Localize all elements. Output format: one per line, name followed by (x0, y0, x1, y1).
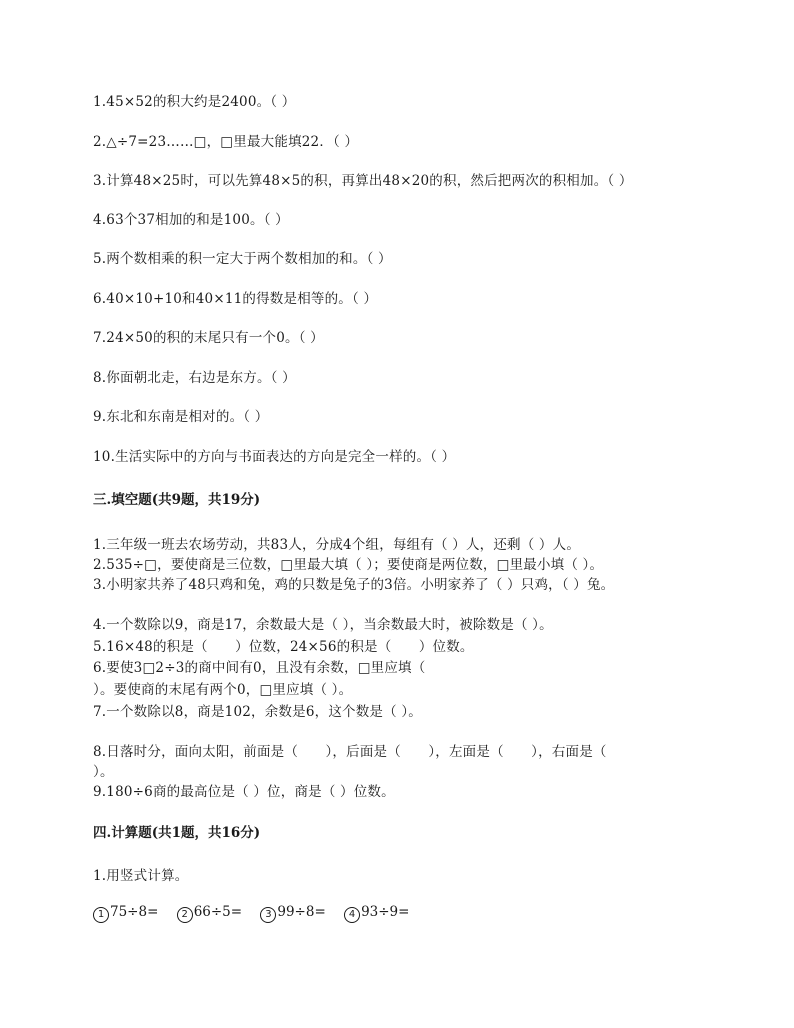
judgement-item-3: 3.计算48×25时，可以先算48×5的积，再算出48×20的积，然后把两次的积相加。（ ） (93, 173, 633, 189)
calc-expression: 75÷8= (110, 904, 159, 920)
judgement-item-1: 1.45×52的积大约是2400。（ ） (93, 94, 296, 110)
circled-number: 1 (93, 907, 109, 923)
judgement-item-4: 4.63个37相加的和是100。（ ） (93, 212, 289, 228)
calc-problems (93, 903, 423, 923)
calc-expression: 93÷9= (361, 904, 410, 920)
fill-item-6-cont: ）。要使商的末尾有两个0，□里应填（ ）。 (93, 682, 353, 698)
calc-expression: 99÷8= (277, 904, 326, 920)
fill-item-7: 7.一个数除以8，商是102，余数是6，这个数是（ ）。 (93, 704, 422, 720)
circled-number: 3 (260, 907, 276, 923)
judgement-item-6: 6.40×10+10和40×11的得数是相等的。（ ） (93, 291, 378, 307)
fill-item-3: 3.小明家共养了48只鸡和兔，鸡的只数是兔子的3倍。小明家养了（ ）只鸡，（ ）兔。 (93, 577, 615, 593)
judgement-item-9: 9.东北和东南是相对的。（ ） (93, 409, 269, 425)
fill-item-1: 1.三年级一班去农场劳动，共83人，分成4个组，每组有（ ）人，还剩（ ）人。 (93, 537, 581, 553)
fill-item-2: 2.535÷□，要使商是三位数，□里最大填（ ）；要使商是两位数，□里最小填（ ）。 (93, 557, 604, 573)
judgement-item-2: 2.△÷7=23……□，□里最大能填22．（ ） (93, 134, 359, 150)
fill-item-8: 8.日落时分，面向太阳，前面是（ ），后面是（ ），左面是（ ），右面是（ (93, 744, 607, 760)
circled-number: 2 (177, 907, 193, 923)
circled-number: 4 (344, 907, 360, 923)
judgement-item-10: 10.生活实际中的方向与书面表达的方向是完全一样的。（ ） (93, 449, 456, 465)
judgement-item-8: 8.你面朝北走，右边是东方。（ ） (93, 370, 296, 386)
fill-section-heading: 三.填空题(共9题，共19分) (93, 492, 261, 508)
calc-instruction: 1.用竖式计算。 (93, 868, 189, 884)
fill-item-5: 5.16×48的积是（ ）位数，24×56的积是（ ）位数。 (93, 639, 474, 655)
fill-item-9: 9.180÷6商的最高位是（ ）位，商是（ ）位数。 (93, 784, 395, 800)
calc-problem-4 (344, 903, 409, 923)
calc-section-heading: 四.计算题(共1题，共16分) (93, 825, 261, 841)
calc-problem-3 (260, 903, 325, 923)
calc-expression: 66÷5= (193, 904, 243, 920)
calc-problem-2 (177, 903, 242, 923)
judgement-item-5: 5.两个数相乘的积一定大于两个数相加的和。（ ） (93, 251, 392, 267)
fill-item-6: 6.要使3□2÷3的商中间有0，且没有余数，□里应填（ (93, 660, 426, 676)
calc-problem-1 (93, 903, 158, 923)
judgement-item-7: 7.24×50的积的末尾只有一个0。（ ） (93, 330, 324, 346)
fill-item-4: 4.一个数除以9，商是17，余数最大是（ ），当余数最大时，被除数是（ ）。 (93, 617, 553, 633)
fill-item-8-cont: ）。 (93, 764, 114, 780)
